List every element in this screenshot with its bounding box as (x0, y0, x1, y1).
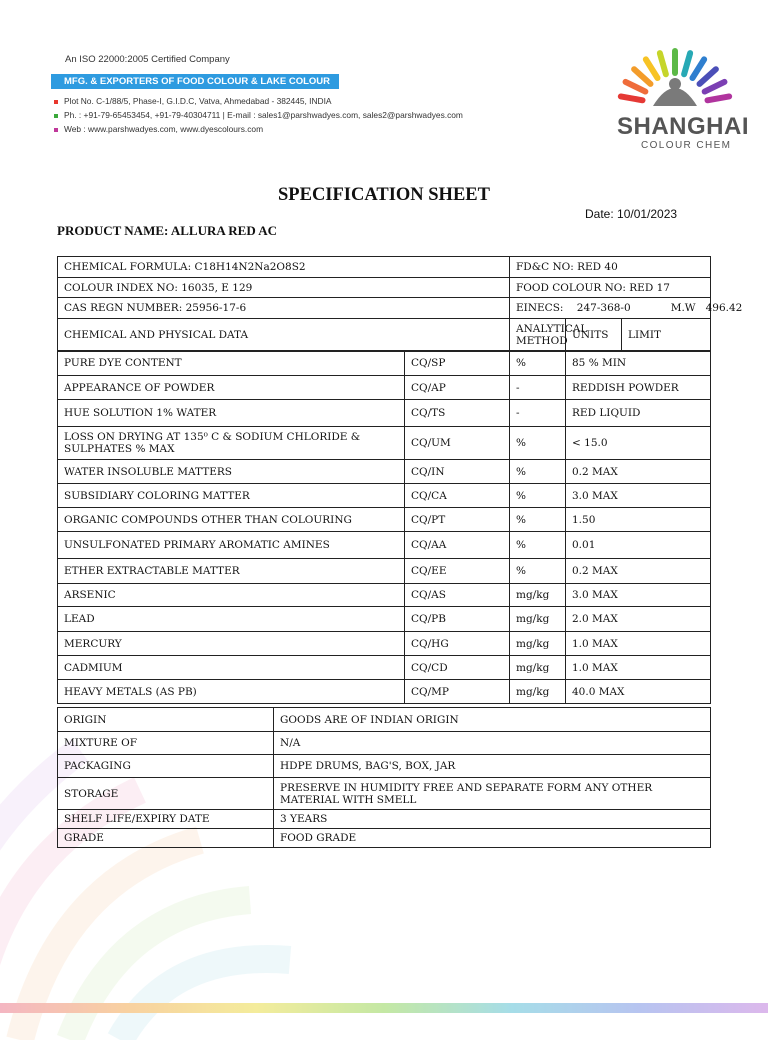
param-method-cell: CQ/PT (405, 508, 510, 532)
param-name-cell: SUBSIDIARY COLORING MATTER (58, 484, 405, 508)
param-name-cell: APPEARANCE OF POWDER (58, 376, 405, 400)
param-units-cell: % (510, 427, 566, 460)
info-label-cell: PACKAGING (58, 755, 274, 778)
info-label-cell: GRADE (58, 829, 274, 848)
param-units-cell: % (510, 559, 566, 584)
colour-index-cell: COLOUR INDEX NO: 16035, E 129 (58, 278, 510, 298)
info-table (57, 707, 711, 848)
table-row (58, 680, 711, 704)
param-name-cell: UNSULFONATED PRIMARY AROMATIC AMINES (58, 532, 405, 559)
brand-subtitle: COLOUR CHEM (641, 140, 732, 151)
param-units-cell: - (510, 376, 566, 400)
product-name: PRODUCT NAME: ALLURA RED AC (57, 223, 278, 238)
table-row (58, 400, 711, 427)
param-method-cell: CQ/CA (405, 484, 510, 508)
table-row (58, 829, 711, 848)
param-limit-cell: 2.0 MAX (566, 607, 711, 632)
fdc-number-cell: FD&C NO: RED 40 (510, 257, 711, 278)
address-line (54, 96, 332, 106)
param-limit-cell: 40.0 MAX (566, 680, 711, 704)
contact-line (54, 110, 463, 120)
info-label-cell: MIXTURE OF (58, 732, 274, 755)
web-text: Web : www.parshwadyes.com, www.dyescolours.com (64, 124, 264, 134)
param-units-cell: % (510, 532, 566, 559)
table-row (58, 427, 711, 460)
document-title: SPECIFICATION SHEET (278, 185, 490, 205)
param-units-cell: mg/kg (510, 584, 566, 607)
param-method-cell: CQ/PB (405, 607, 510, 632)
table-row (58, 351, 711, 376)
table-row (58, 708, 711, 732)
param-limit-cell: 1.0 MAX (566, 656, 711, 680)
table-row (58, 810, 711, 829)
table-row (58, 278, 711, 298)
info-value-cell: GOODS ARE OF INDIAN ORIGIN (274, 708, 711, 732)
table-row (58, 532, 711, 559)
param-limit-cell: < 15.0 (566, 427, 711, 460)
param-method-cell: CQ/MP (405, 680, 510, 704)
bullet-icon (54, 100, 58, 104)
info-value-cell: 3 YEARS (274, 810, 711, 829)
param-name-cell: HEAVY METALS (AS PB) (58, 680, 405, 704)
header-param: CHEMICAL AND PHYSICAL DATA (58, 319, 510, 352)
table-row (58, 460, 711, 484)
param-name-cell: ARSENIC (58, 584, 405, 607)
info-value-cell: HDPE DRUMS, BAG'S, BOX, JAR (274, 755, 711, 778)
info-value-cell: FOOD GRADE (274, 829, 711, 848)
param-method-cell: CQ/EE (405, 559, 510, 584)
param-name-cell: LOSS ON DRYING AT 135⁰ C & SODIUM CHLORIDE & SULPHATES % MAX (58, 427, 405, 460)
table-row (58, 732, 711, 755)
table-row (58, 484, 711, 508)
bullet-icon (54, 128, 58, 132)
table-row (58, 755, 711, 778)
header-units: UNITS (566, 319, 622, 351)
bullet-icon (54, 114, 58, 118)
param-units-cell: mg/kg (510, 607, 566, 632)
param-method-cell: CQ/AA (405, 532, 510, 559)
table-row (58, 656, 711, 680)
info-value-cell: N/A (274, 732, 711, 755)
decorative-gradient-bar (0, 1003, 768, 1013)
param-name-cell: LEAD (58, 607, 405, 632)
param-name-cell: ORGANIC COMPOUNDS OTHER THAN COLOURING (58, 508, 405, 532)
document-date: Date: 10/01/2023 (585, 207, 678, 221)
address-text: Plot No. C-1/88/5, Phase-I, G.I.D.C, Vatva, Ahmedabad - 382445, INDIA (64, 96, 332, 106)
param-limit-cell: 85 % MIN (566, 351, 711, 376)
chemical-formula-cell: CHEMICAL FORMULA: C18H14N2Na2O8S2 (58, 257, 510, 278)
param-limit-cell: REDDISH POWDER (566, 376, 711, 400)
param-method-cell: CQ/SP (405, 351, 510, 376)
table-row (58, 376, 711, 400)
param-limit-cell: 3.0 MAX (566, 484, 711, 508)
param-units-cell: - (510, 400, 566, 427)
table-row (58, 257, 711, 278)
param-limit-cell: 0.2 MAX (566, 460, 711, 484)
einecs-cell: EINECS: 247-368-0 M.W 496.42 (510, 298, 711, 319)
param-units-cell: mg/kg (510, 656, 566, 680)
param-method-cell: CQ/HG (405, 632, 510, 656)
param-limit-cell: 0.01 (566, 532, 711, 559)
param-limit-cell: 0.2 MAX (566, 559, 711, 584)
param-method-cell: CQ/UM (405, 427, 510, 460)
param-method-cell: CQ/TS (405, 400, 510, 427)
table-row (58, 559, 711, 584)
header-units-limit (566, 319, 711, 352)
param-limit-cell: 3.0 MAX (566, 584, 711, 607)
param-name-cell: WATER INSOLUBLE MATTERS (58, 460, 405, 484)
cas-number-cell: CAS REGN NUMBER: 25956-17-6 (58, 298, 510, 319)
param-units-cell: % (510, 351, 566, 376)
param-name-cell: CADMIUM (58, 656, 405, 680)
header-limit: LIMIT (628, 329, 662, 341)
param-method-cell: CQ/AS (405, 584, 510, 607)
param-name-cell: HUE SOLUTION 1% WATER (58, 400, 405, 427)
param-units-cell: mg/kg (510, 680, 566, 704)
info-label-cell: STORAGE (58, 778, 274, 810)
web-line (54, 124, 263, 134)
param-limit-cell: RED LIQUID (566, 400, 711, 427)
parameters-table (57, 350, 711, 704)
specification-table (57, 256, 743, 352)
certification-text: An ISO 22000:2005 Certified Company (65, 54, 230, 65)
param-method-cell: CQ/CD (405, 656, 510, 680)
info-label-cell: ORIGIN (58, 708, 274, 732)
param-limit-cell: 1.0 MAX (566, 632, 711, 656)
header-method: ANALYTICAL METHOD (510, 319, 566, 352)
param-limit-cell: 1.50 (566, 508, 711, 532)
param-units-cell: % (510, 460, 566, 484)
table-row (58, 584, 711, 607)
info-value-cell: PRESERVE IN HUMIDITY FREE AND SEPARATE FORM ANY OTHER MATERIAL WITH SMELL (274, 778, 711, 810)
contact-text: Ph. : +91-79-65453454, +91-79-40304711 | E-mail : sales1@parshwadyes.com, sales2@parshwadyes.com (64, 110, 463, 120)
brand-name: SHANGHAI (617, 113, 750, 140)
param-name-cell: MERCURY (58, 632, 405, 656)
param-method-cell: CQ/IN (405, 460, 510, 484)
table-row (58, 607, 711, 632)
param-units-cell: % (510, 484, 566, 508)
param-units-cell: % (510, 508, 566, 532)
param-name-cell: PURE DYE CONTENT (58, 351, 405, 376)
param-method-cell: CQ/AP (405, 376, 510, 400)
table-header-row (58, 319, 711, 352)
param-name-cell: ETHER EXTRACTABLE MATTER (58, 559, 405, 584)
info-label-cell: SHELF LIFE/EXPIRY DATE (58, 810, 274, 829)
food-colour-cell: FOOD COLOUR NO: RED 17 (510, 278, 711, 298)
table-row (58, 508, 711, 532)
company-banner: MFG. & EXPORTERS OF FOOD COLOUR & LAKE COLOUR (51, 74, 339, 89)
table-row (58, 778, 711, 810)
table-row (58, 632, 711, 656)
table-row (58, 298, 711, 319)
param-units-cell: mg/kg (510, 632, 566, 656)
